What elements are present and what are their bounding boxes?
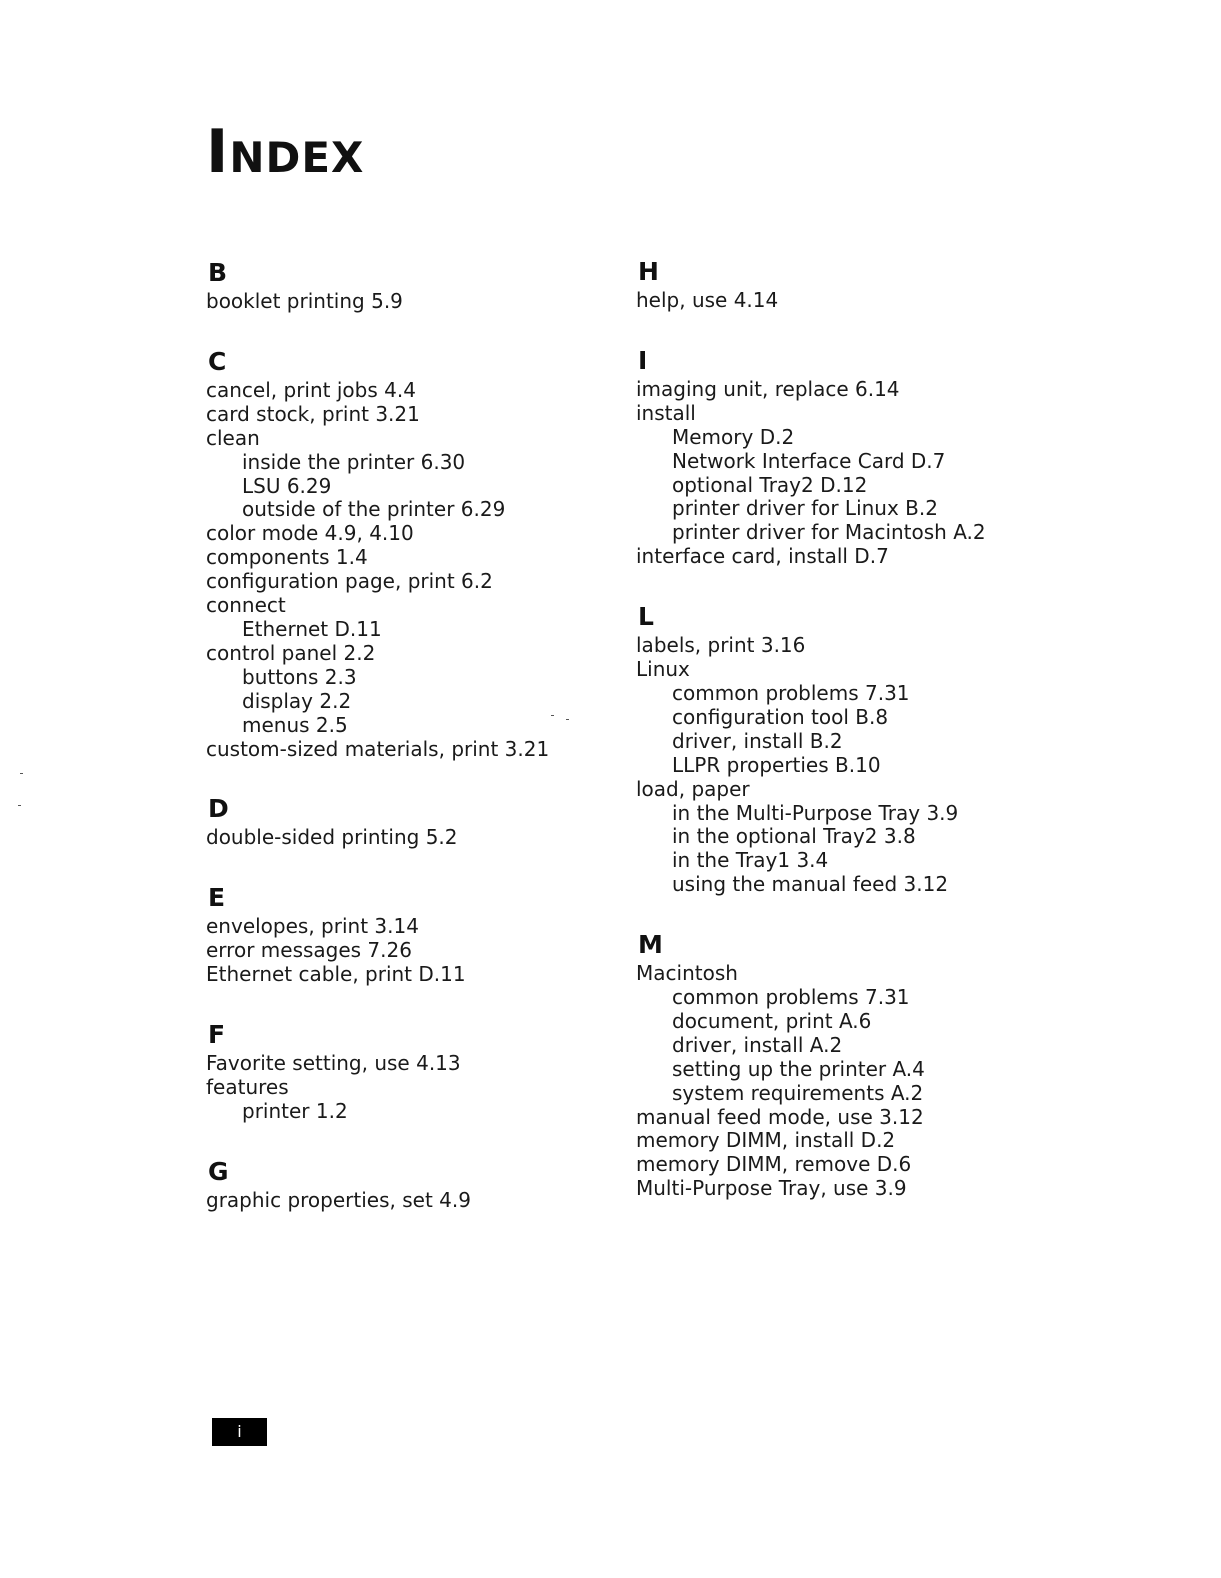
index-entry: Macintosh <box>636 961 738 986</box>
index-subentry: outside of the printer 6.29 <box>242 497 506 522</box>
scan-speck <box>18 805 21 806</box>
index-subentry: LLPR properties B.10 <box>672 752 881 777</box>
index-entry: Multi-Purpose Tray, use 3.9 <box>636 1176 907 1201</box>
index-entry: card stock, print 3.21 <box>206 401 420 426</box>
page-number: i <box>237 1422 242 1441</box>
index-entry: error messages 7.26 <box>206 938 412 963</box>
index-entry: help, use 4.14 <box>636 288 779 312</box>
index-entry: double-sided printing 5.2 <box>206 825 458 850</box>
index-entry: configuration page, print 6.2 <box>206 569 493 594</box>
section-letter: B <box>208 258 228 287</box>
index-entry: manual feed mode, use 3.12 <box>636 1104 924 1129</box>
scan-speck <box>551 715 554 716</box>
index-entry: components 1.4 <box>206 545 368 570</box>
index-entry: memory DIMM, remove D.6 <box>636 1152 912 1177</box>
index-section <box>636 928 1056 1201</box>
index-entry: cancel, print jobs 4.4 <box>206 377 416 402</box>
index-entry: booklet printing 5.9 <box>206 289 403 313</box>
index-section <box>206 1155 626 1213</box>
index-subentry: common problems 7.31 <box>672 680 910 705</box>
index-subentry: setting up the printer A.4 <box>672 1056 925 1081</box>
section-letter: H <box>638 257 659 286</box>
index-entry: memory DIMM, install D.2 <box>636 1128 896 1153</box>
section-letter: F <box>208 1020 226 1050</box>
index-column-left <box>206 256 626 1244</box>
index-entry: control panel 2.2 <box>206 640 376 665</box>
index-entry: labels, print 3.16 <box>636 633 806 658</box>
index-entry: clean <box>206 425 260 450</box>
index-subentry: optional Tray2 D.12 <box>672 472 868 497</box>
section-letter: L <box>638 602 654 632</box>
index-entry: Linux <box>636 657 690 682</box>
scan-speck <box>566 719 569 720</box>
index-section <box>636 255 1056 313</box>
index-entry: interface card, install D.7 <box>636 544 889 569</box>
index-column-right <box>636 255 1056 1232</box>
section-letter: D <box>208 794 229 824</box>
section-letter: C <box>208 346 227 376</box>
index-section <box>206 881 626 987</box>
index-subentry: buttons 2.3 <box>242 664 357 689</box>
index-entry: Favorite setting, use 4.13 <box>206 1051 461 1076</box>
index-subentry: using the manual feed 3.12 <box>672 872 949 897</box>
index-entry: Ethernet cable, print D.11 <box>206 962 466 987</box>
index-subentry: in the Multi-Purpose Tray 3.9 <box>672 800 959 825</box>
index-subentry: display 2.2 <box>242 688 352 713</box>
index-section <box>206 256 626 314</box>
index-subentry: driver, install B.2 <box>672 728 843 753</box>
section-letter: G <box>208 1156 229 1186</box>
index-subentry: configuration tool B.8 <box>672 704 889 729</box>
index-entry: features <box>206 1074 289 1099</box>
index-subentry: document, print A.6 <box>672 1008 872 1033</box>
index-section <box>636 600 1056 897</box>
index-subentry: in the optional Tray2 3.8 <box>672 824 916 849</box>
index-subentry: printer 1.2 <box>242 1098 348 1123</box>
index-subentry: Ethernet D.11 <box>242 616 382 641</box>
index-subentry: in the Tray1 3.4 <box>672 848 829 873</box>
page-number-badge <box>212 1418 267 1446</box>
index-subentry: LSU 6.29 <box>242 473 332 498</box>
index-subentry: Network Interface Card D.7 <box>672 448 946 473</box>
index-entry: graphic properties, set 4.9 <box>206 1187 471 1212</box>
scan-speck <box>20 773 23 774</box>
index-section <box>206 345 626 762</box>
index-subentry: driver, install A.2 <box>672 1032 843 1057</box>
index-entry: connect <box>206 593 286 618</box>
section-letter: M <box>638 930 663 960</box>
index-entry: envelopes, print 3.14 <box>206 914 419 939</box>
section-letter: I <box>638 345 648 375</box>
index-subentry: common problems 7.31 <box>672 985 910 1010</box>
index-entry: install <box>636 400 696 425</box>
index-entry: imaging unit, replace 6.14 <box>636 376 900 401</box>
title-initial: I <box>206 117 230 187</box>
title-rest: NDEX <box>229 133 365 182</box>
index-subentry: printer driver for Macintosh A.2 <box>672 520 986 545</box>
index-subentry: menus 2.5 <box>242 712 348 737</box>
index-section <box>206 792 626 850</box>
index-subentry: printer driver for Linux B.2 <box>672 496 938 521</box>
index-entry: color mode 4.9, 4.10 <box>206 521 414 546</box>
index-subentry: system requirements A.2 <box>672 1080 924 1105</box>
page-title <box>206 118 364 192</box>
index-subentry: inside the printer 6.30 <box>242 449 466 474</box>
index-entry: custom-sized materials, print 3.21 <box>206 736 550 761</box>
index-subentry: Memory D.2 <box>672 424 795 449</box>
index-entry: load, paper <box>636 776 750 801</box>
section-letter: E <box>208 883 226 913</box>
index-section <box>636 344 1056 569</box>
index-section <box>206 1018 626 1124</box>
